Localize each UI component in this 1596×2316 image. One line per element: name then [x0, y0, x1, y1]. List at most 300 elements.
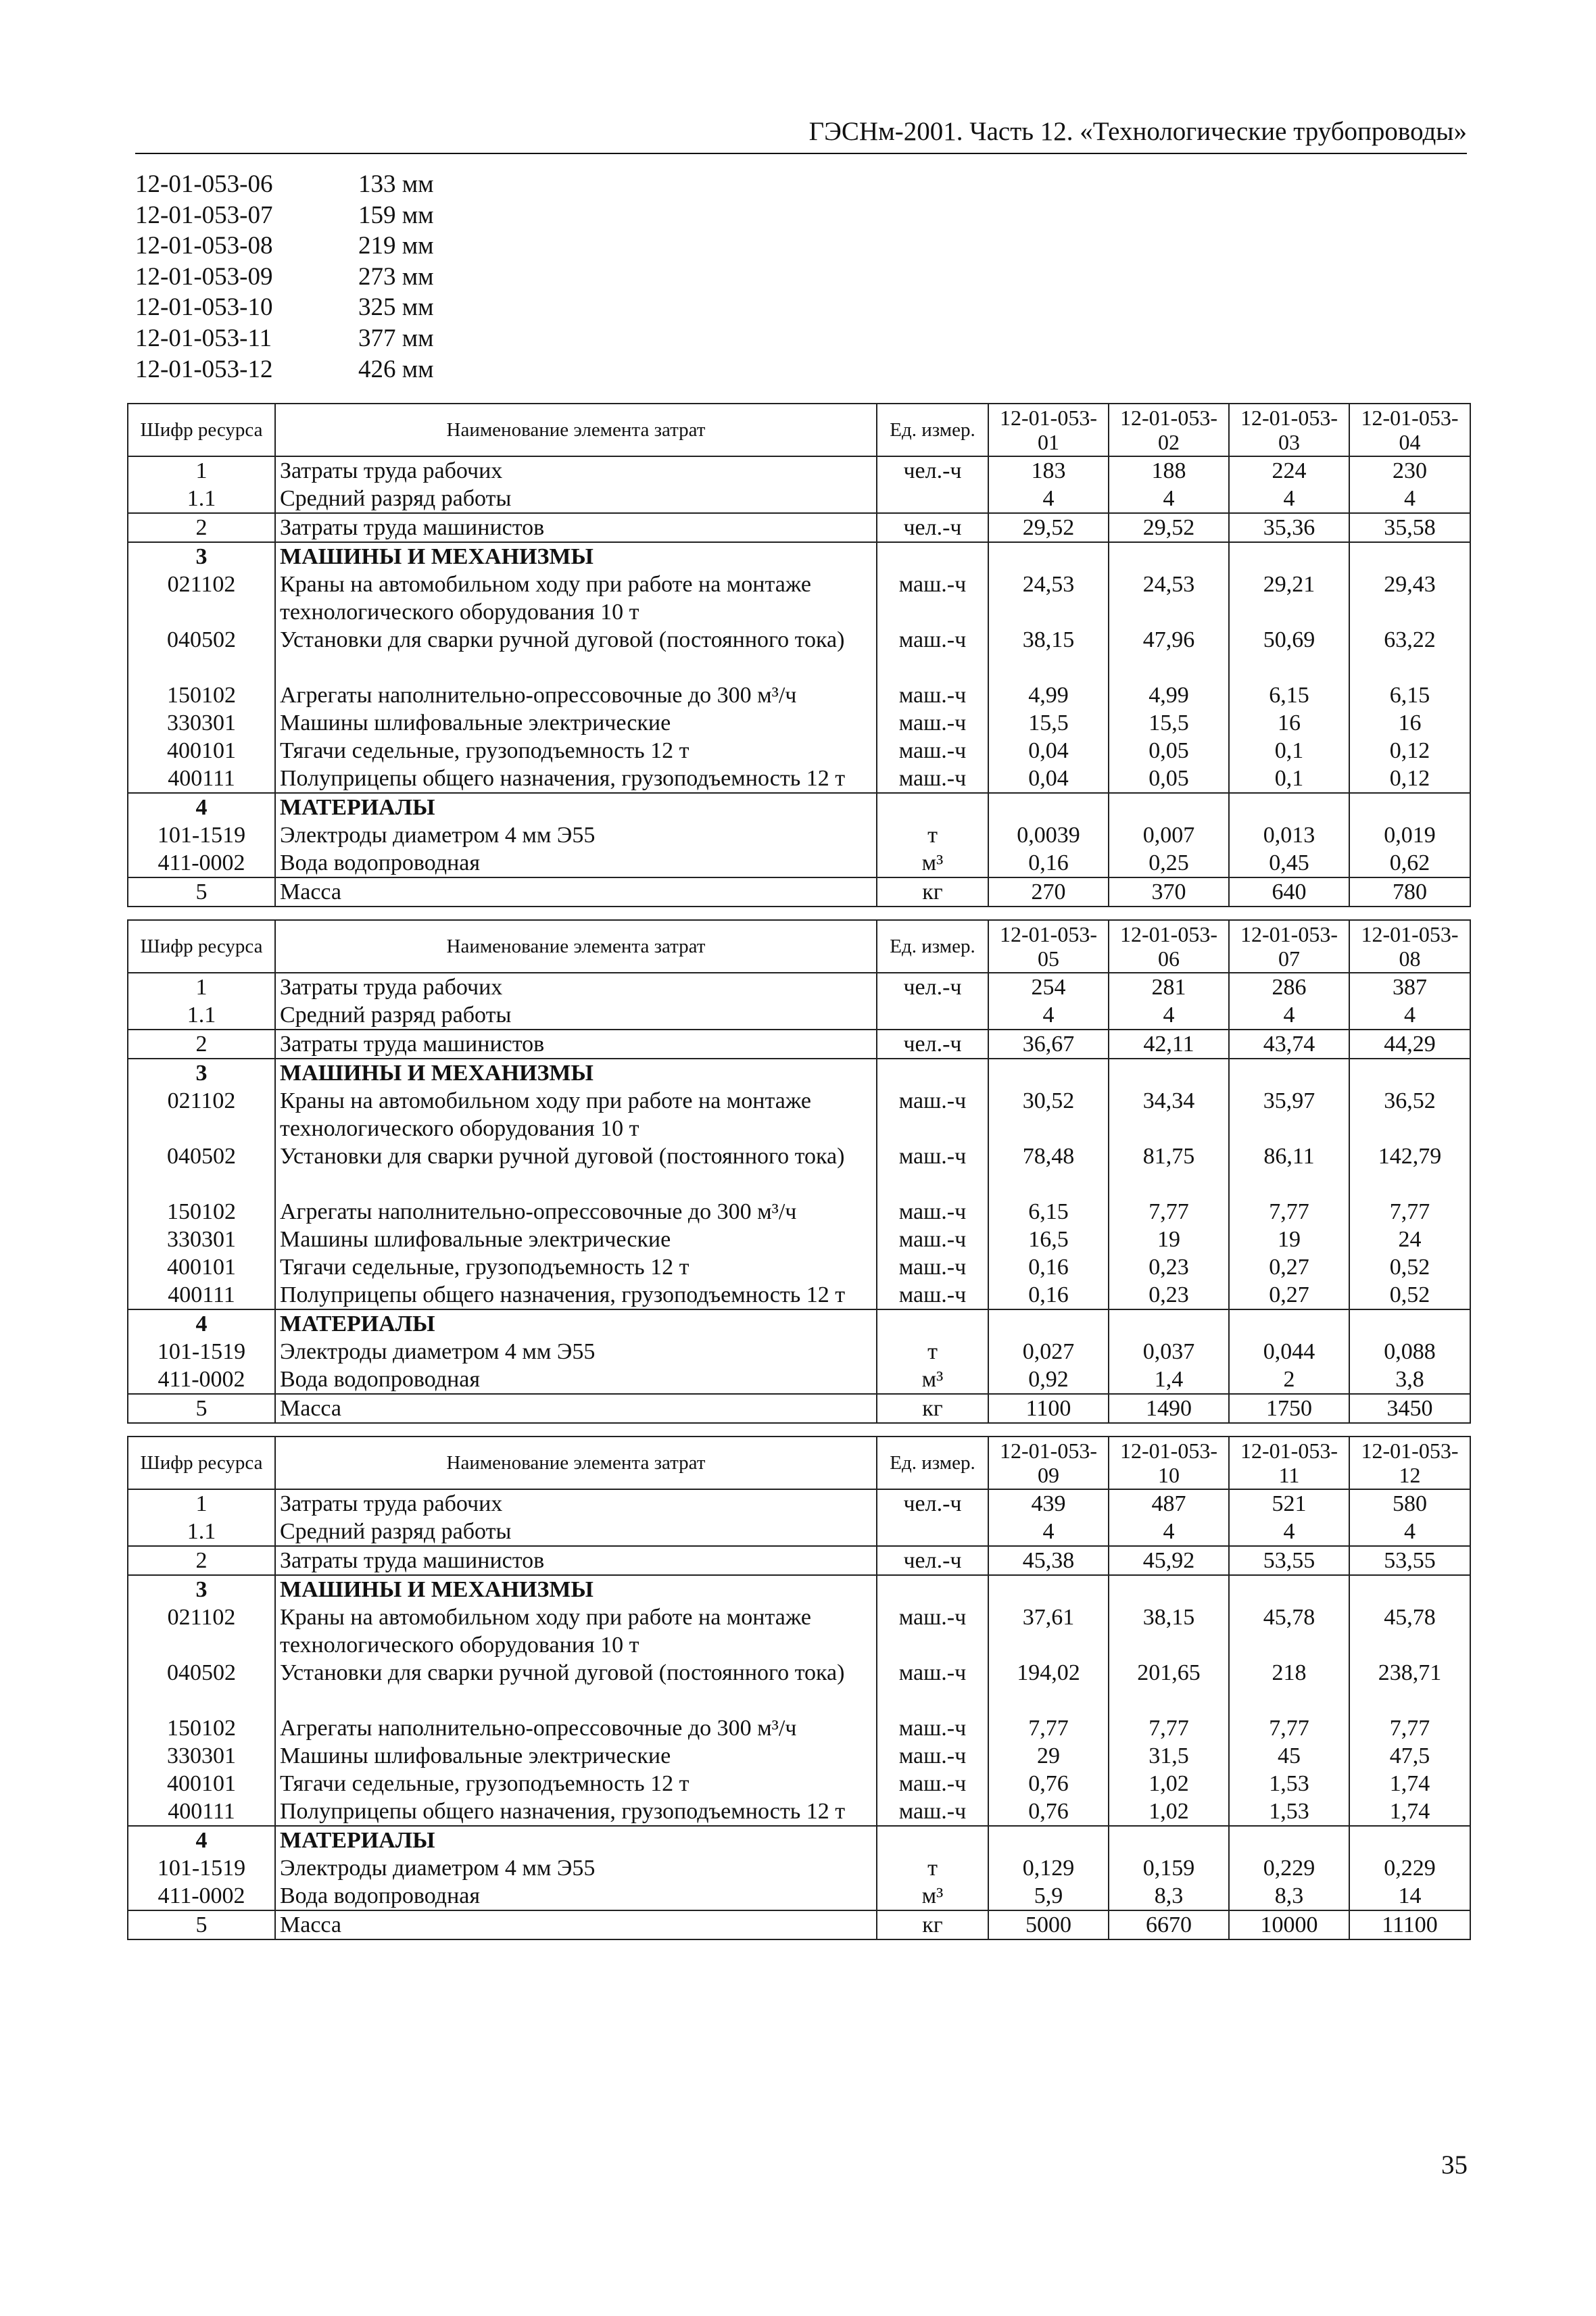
unit: [881, 1001, 984, 1029]
resource-code: 400101: [167, 1255, 236, 1280]
value-cell: [1229, 1575, 1349, 1826]
norm-value: 0,04: [1028, 766, 1069, 791]
unit: [881, 794, 984, 821]
cost-element-name: Агрегаты наполнительно-опрессовочные до 300 м³/ч: [280, 1199, 797, 1224]
norm-value: 0,76: [1028, 1771, 1069, 1796]
norm-value: 36,67: [1022, 1032, 1075, 1057]
norm-value: 4: [1283, 1003, 1295, 1028]
unit: чел.-ч: [903, 1548, 962, 1573]
norm-value: 1,02: [1148, 1799, 1189, 1824]
cost-element-name: Вода водопроводная: [280, 1367, 480, 1392]
value-cell: [1229, 1826, 1349, 1910]
norm-value: 3450: [1386, 1396, 1433, 1421]
cost-element-name: Электроды диаметром 4 мм Э55: [280, 823, 596, 848]
cost-element-name: Краны на автомобильном ходу при работе на монтаже технологического оборудования 10 т: [280, 1088, 812, 1141]
section-title: МАШИНЫ И МЕХАНИЗМЫ: [280, 1061, 594, 1086]
unit: [881, 543, 984, 571]
resource-code-cell: [128, 877, 275, 907]
pipe-size-row: [135, 231, 434, 262]
norm-value: 45,38: [1022, 1548, 1075, 1573]
norm-value: 78,48: [1022, 1144, 1075, 1169]
norm-value: 0,12: [1389, 766, 1430, 791]
resource-code: 2: [195, 1032, 208, 1057]
table-header-row: [128, 404, 1470, 456]
norm-value: 0,12: [1389, 738, 1430, 763]
norm-value: 521: [1272, 1491, 1307, 1516]
resource-code: 4: [195, 1828, 208, 1853]
resource-code: 021102: [167, 1605, 236, 1630]
norm-value: 0,044: [1263, 1339, 1315, 1364]
norm-value: 780: [1393, 879, 1427, 904]
column-header-norm-code: 12-01-053-11: [1229, 1437, 1349, 1489]
table-row-group: [128, 877, 1470, 907]
cost-element-name: Затраты труда машинистов: [280, 1548, 545, 1573]
unit: чел.-ч: [903, 1491, 962, 1516]
cost-element-cell: [275, 1546, 877, 1575]
norm-value: 7,77: [1269, 1716, 1309, 1741]
pipe-size-value: 159 мм: [358, 201, 434, 229]
resource-code-cell: [128, 542, 275, 793]
unit: маш.-ч: [898, 1088, 967, 1113]
norm-value: [1354, 794, 1466, 821]
norm-value: 194,02: [1017, 1660, 1080, 1685]
page-header: [135, 115, 1467, 154]
value-cell: [988, 542, 1109, 793]
value-cell: [1349, 877, 1470, 907]
norm-value: 36,52: [1384, 1088, 1436, 1113]
unit: маш.-ч: [898, 1799, 967, 1824]
norm-value: 0,088: [1384, 1339, 1436, 1364]
norm-value: 142,79: [1378, 1144, 1442, 1169]
norm-value: 29,43: [1384, 572, 1436, 597]
value-cell: [1109, 793, 1229, 877]
norm-value: 53,55: [1384, 1548, 1436, 1573]
norm-value: 47,5: [1389, 1743, 1430, 1768]
unit: чел.-ч: [903, 458, 962, 483]
norm-value: 370: [1151, 879, 1186, 904]
pipe-size-code: 12-01-053-09: [135, 262, 273, 291]
norm-value: 0,027: [1022, 1339, 1075, 1364]
value-cell: [988, 1826, 1109, 1910]
pipe-size-row: [135, 354, 434, 385]
value-cell: [988, 973, 1109, 1030]
unit-cell: [877, 456, 988, 513]
table-row-group: [128, 793, 1470, 877]
resource-code: 021102: [167, 572, 236, 597]
table-row-group: [128, 1546, 1470, 1575]
column-header-unit: Ед. измер.: [877, 1437, 988, 1489]
norm-value: 4: [1042, 1003, 1055, 1028]
norm-value: 86,11: [1263, 1144, 1315, 1169]
column-header-name: Наименование элемента затрат: [275, 920, 877, 973]
norm-value: 24,53: [1142, 572, 1195, 597]
value-cell: [988, 1575, 1109, 1826]
norm-value: [993, 1059, 1104, 1087]
cost-element-name: Агрегаты наполнительно-опрессовочные до 300 м³/ч: [280, 1716, 797, 1741]
resource-code-cell: [128, 1309, 275, 1394]
value-cell: [1349, 1489, 1470, 1546]
resource-code: 5: [195, 1912, 208, 1937]
unit-cell: [877, 542, 988, 793]
cost-element-name: Полуприцепы общего назначения, грузоподъемность 12 т: [280, 766, 846, 791]
unit: [881, 1059, 984, 1087]
cost-element-cell: [275, 793, 877, 877]
column-header-norm-code: 12-01-053-06: [1109, 920, 1229, 973]
norm-value: 1,53: [1269, 1799, 1309, 1824]
cost-element-name: Вода водопроводная: [280, 1883, 480, 1908]
norm-value: 224: [1272, 458, 1307, 483]
norm-value: 201,65: [1137, 1660, 1201, 1685]
norm-value: 0,04: [1028, 738, 1069, 763]
norm-value: 0,25: [1148, 850, 1189, 875]
norm-value: 4: [1404, 486, 1416, 511]
unit: маш.-ч: [898, 683, 967, 708]
resource-code: 411-0002: [158, 1367, 245, 1392]
value-cell: [1109, 877, 1229, 907]
norm-value: [1234, 1059, 1345, 1087]
value-cell: [988, 456, 1109, 513]
unit: м³: [921, 1883, 944, 1908]
value-cell: [1109, 1030, 1229, 1059]
norm-value: 7,77: [1148, 1716, 1189, 1741]
norm-value: 4: [1404, 1003, 1416, 1028]
norm-value: 439: [1031, 1491, 1066, 1516]
norm-value: [1234, 543, 1345, 571]
unit: кг: [922, 1912, 943, 1937]
norm-value: 0,229: [1384, 1856, 1436, 1881]
resource-code-cell: [128, 1826, 275, 1910]
unit: маш.-ч: [898, 1743, 967, 1768]
norm-value: 0,159: [1142, 1856, 1195, 1881]
norm-value: 1750: [1266, 1396, 1312, 1421]
norm-value: 4: [1042, 1519, 1055, 1544]
value-cell: [1349, 1030, 1470, 1059]
cost-element-cell: [275, 456, 877, 513]
unit: т: [927, 823, 938, 848]
value-cell: [1349, 973, 1470, 1030]
resource-tables: [127, 403, 1470, 1952]
table-header-row: [128, 1437, 1470, 1489]
value-cell: [1229, 542, 1349, 793]
norm-value: [1354, 1576, 1466, 1603]
unit: чел.-ч: [903, 515, 962, 540]
norm-value: 0,007: [1142, 823, 1195, 848]
value-cell: [1109, 1309, 1229, 1394]
norm-value: 0,27: [1269, 1255, 1309, 1280]
resource-code: 3: [195, 1577, 208, 1602]
norm-value: 15,5: [1148, 710, 1189, 735]
cost-element-name: Затраты труда рабочих: [280, 1491, 503, 1516]
unit: маш.-ч: [898, 1255, 967, 1280]
norm-value: 1,74: [1389, 1799, 1430, 1824]
table-row-group: [128, 513, 1470, 542]
cost-element-cell: [275, 973, 877, 1030]
value-cell: [1109, 1826, 1229, 1910]
unit-cell: [877, 1489, 988, 1546]
norm-value: 0,52: [1389, 1282, 1430, 1307]
norm-value: 218: [1272, 1660, 1307, 1685]
norm-value: 230: [1393, 458, 1427, 483]
unit: маш.-ч: [898, 1771, 967, 1796]
unit-cell: [877, 877, 988, 907]
table-row-group: [128, 1030, 1470, 1059]
unit-cell: [877, 1309, 988, 1394]
norm-value: 0,129: [1022, 1856, 1075, 1881]
page-number: 35: [1441, 2150, 1468, 2179]
norm-value: [1354, 1059, 1466, 1087]
cost-element-name: Агрегаты наполнительно-опрессовочные до 300 м³/ч: [280, 683, 797, 708]
unit: [881, 1518, 984, 1545]
section-title: МАТЕРИАЛЫ: [280, 1828, 435, 1853]
value-cell: [1349, 793, 1470, 877]
unit: маш.-ч: [898, 766, 967, 791]
unit: м³: [921, 850, 944, 875]
cost-element-name: Краны на автомобильном ходу при работе на монтаже технологического оборудования 10 т: [280, 1605, 812, 1658]
resource-code-cell: [128, 1575, 275, 1826]
value-cell: [988, 1309, 1109, 1394]
norm-value: 0,019: [1384, 823, 1436, 848]
unit-cell: [877, 793, 988, 877]
resource-code: 040502: [167, 1660, 236, 1685]
cost-element-cell: [275, 877, 877, 907]
pipe-size-row: [135, 169, 434, 200]
pipe-size-value: 377 мм: [358, 324, 434, 352]
norm-value: 1490: [1146, 1396, 1192, 1421]
norm-value: 4: [1163, 1003, 1175, 1028]
resource-code: 150102: [167, 1199, 236, 1224]
norm-value: 35,36: [1263, 515, 1315, 540]
norm-value: 580: [1393, 1491, 1427, 1516]
norm-value: 2: [1283, 1367, 1295, 1392]
norm-value: 1,53: [1269, 1771, 1309, 1796]
norm-value: 0,16: [1028, 1282, 1069, 1307]
resource-code: 400111: [168, 1799, 235, 1824]
cost-element-name: Затраты труда машинистов: [280, 515, 545, 540]
resource-code-cell: [128, 1059, 275, 1309]
norm-value: 37,61: [1022, 1605, 1075, 1630]
value-cell: [1349, 1910, 1470, 1939]
norm-value: 0,16: [1028, 1255, 1069, 1280]
cost-element-name: Масса: [280, 1912, 342, 1937]
resource-code: 1: [195, 458, 208, 483]
value-cell: [1109, 1546, 1229, 1575]
value-cell: [1109, 456, 1229, 513]
value-cell: [1349, 513, 1470, 542]
section-title: МАТЕРИАЛЫ: [280, 1311, 435, 1336]
norm-value: 81,75: [1142, 1144, 1195, 1169]
resource-code: 2: [195, 515, 208, 540]
norm-value: 45,78: [1263, 1605, 1315, 1630]
cost-element-name: Машины шлифовальные электрические: [280, 1227, 671, 1252]
page-header-title: ГЭСНм-2001. Часть 12. «Технологические трубопроводы»: [808, 117, 1467, 146]
norm-value: 188: [1151, 458, 1186, 483]
norm-value: [993, 543, 1104, 571]
value-cell: [1229, 1030, 1349, 1059]
unit-cell: [877, 1546, 988, 1575]
unit: маш.-ч: [898, 738, 967, 763]
norm-value: [1354, 1827, 1466, 1854]
resource-code: 4: [195, 795, 208, 820]
norm-value: 0,0039: [1017, 823, 1080, 848]
cost-element-name: Тягачи седельные, грузоподъемность 12 т: [280, 738, 690, 763]
norm-value: 19: [1278, 1227, 1301, 1252]
norm-value: 44,29: [1384, 1032, 1436, 1057]
norm-value: 3,8: [1395, 1367, 1424, 1392]
resource-code-cell: [128, 973, 275, 1030]
cost-element-name: Краны на автомобильном ходу при работе на монтаже технологического оборудования 10 т: [280, 572, 812, 625]
unit: [881, 1576, 984, 1603]
unit: маш.-ч: [898, 1282, 967, 1307]
norm-value: 11100: [1382, 1912, 1438, 1937]
unit-cell: [877, 1910, 988, 1939]
pipe-size-value: 325 мм: [358, 293, 434, 322]
resource-code-cell: [128, 1910, 275, 1939]
unit: маш.-ч: [898, 1660, 967, 1685]
norm-value: 35,97: [1263, 1088, 1315, 1113]
norm-value: 45: [1278, 1743, 1301, 1768]
unit: [881, 485, 984, 512]
pipe-size-value: 219 мм: [358, 232, 434, 260]
cost-element-cell: [275, 1489, 877, 1546]
cost-element-cell: [275, 1059, 877, 1309]
pipe-size-value: 273 мм: [358, 262, 434, 291]
norm-value: 238,71: [1378, 1660, 1442, 1685]
value-cell: [1349, 1546, 1470, 1575]
resource-table: [127, 403, 1471, 907]
value-cell: [1109, 1910, 1229, 1939]
norm-value: [1234, 1827, 1345, 1854]
unit-cell: [877, 1030, 988, 1059]
unit-cell: [877, 1059, 988, 1309]
cost-element-cell: [275, 1910, 877, 1939]
unit-cell: [877, 973, 988, 1030]
value-cell: [1229, 1059, 1349, 1309]
norm-value: 6,15: [1389, 683, 1430, 708]
pipe-size-code: 12-01-053-12: [135, 355, 273, 383]
resource-code-cell: [128, 1030, 275, 1059]
value-cell: [988, 1059, 1109, 1309]
resource-code: 330301: [167, 710, 236, 735]
cost-element-name: Электроды диаметром 4 мм Э55: [280, 1339, 596, 1364]
norm-value: 47,96: [1142, 627, 1195, 652]
unit-cell: [877, 513, 988, 542]
resource-code: 5: [195, 879, 208, 904]
column-header-norm-code: 12-01-053-04: [1349, 404, 1470, 456]
norm-value: [1113, 1827, 1224, 1854]
norm-value: 0,05: [1148, 738, 1189, 763]
value-cell: [988, 1546, 1109, 1575]
norm-value: 4: [1283, 1519, 1295, 1544]
value-cell: [988, 1910, 1109, 1939]
resource-code: 2: [195, 1548, 208, 1573]
resource-code: 040502: [167, 627, 236, 652]
norm-value: 29,21: [1263, 572, 1315, 597]
norm-value: 270: [1031, 879, 1066, 904]
norm-value: 0,45: [1269, 850, 1309, 875]
column-header-code: Шифр ресурса: [128, 404, 275, 456]
norm-value: [1113, 543, 1224, 571]
section-title: МАТЕРИАЛЫ: [280, 795, 435, 820]
cost-element-name: Полуприцепы общего назначения, грузоподъемность 12 т: [280, 1282, 846, 1307]
norm-value: 29: [1037, 1743, 1060, 1768]
resource-code: 400111: [168, 1282, 235, 1307]
resource-code-cell: [128, 1394, 275, 1423]
value-cell: [1229, 793, 1349, 877]
resource-code-cell: [128, 1489, 275, 1546]
cost-element-cell: [275, 542, 877, 793]
column-header-code: Шифр ресурса: [128, 1437, 275, 1489]
norm-value: [1234, 1576, 1345, 1603]
resource-table: [127, 1436, 1471, 1940]
unit: маш.-ч: [898, 1199, 967, 1224]
pipe-size-value: 133 мм: [358, 170, 434, 198]
norm-value: 0,23: [1148, 1255, 1189, 1280]
norm-value: 640: [1272, 879, 1307, 904]
resource-code: 101-1519: [157, 823, 246, 848]
norm-value: 53,55: [1263, 1548, 1315, 1573]
cost-element-name: Масса: [280, 879, 342, 904]
resource-code: 400101: [167, 1771, 236, 1796]
cost-element-name: Затраты труда рабочих: [280, 975, 503, 1000]
resource-code: 1.1: [187, 1519, 216, 1544]
cost-element-name: Затраты труда рабочих: [280, 458, 503, 483]
cost-element-name: Средний разряд работы: [280, 1519, 512, 1544]
norm-value: 42,11: [1143, 1032, 1194, 1057]
norm-value: 38,15: [1022, 627, 1075, 652]
unit-cell: [877, 1394, 988, 1423]
column-header-norm-code: 12-01-053-01: [988, 404, 1109, 456]
norm-value: 63,22: [1384, 627, 1436, 652]
norm-value: 6670: [1146, 1912, 1192, 1937]
value-cell: [1109, 1059, 1229, 1309]
cost-element-name: Установки для сварки ручной дуговой (постоянного тока): [280, 627, 845, 652]
unit-cell: [877, 1826, 988, 1910]
value-cell: [1229, 456, 1349, 513]
value-cell: [988, 793, 1109, 877]
value-cell: [1109, 542, 1229, 793]
value-cell: [1229, 513, 1349, 542]
resource-code: 400111: [168, 766, 235, 791]
resource-code: 411-0002: [158, 1883, 245, 1908]
unit: [881, 1827, 984, 1854]
cost-element-name: Электроды диаметром 4 мм Э55: [280, 1856, 596, 1881]
norm-value: 30,52: [1022, 1088, 1075, 1113]
norm-value: 0,23: [1148, 1282, 1189, 1307]
column-header-name: Наименование элемента затрат: [275, 1437, 877, 1489]
value-cell: [1229, 1309, 1349, 1394]
resource-code: 021102: [167, 1088, 236, 1113]
value-cell: [1349, 1826, 1470, 1910]
column-header-norm-code: 12-01-053-08: [1349, 920, 1470, 973]
table-row-group: [128, 1910, 1470, 1939]
column-header-norm-code: 12-01-053-05: [988, 920, 1109, 973]
unit: кг: [922, 879, 943, 904]
table-row-group: [128, 1309, 1470, 1394]
unit: маш.-ч: [898, 627, 967, 652]
pipe-size-row: [135, 200, 434, 231]
cost-element-name: Машины шлифовальные электрические: [280, 710, 671, 735]
value-cell: [1109, 973, 1229, 1030]
unit: [881, 1310, 984, 1338]
column-header-norm-code: 12-01-053-03: [1229, 404, 1349, 456]
pipe-size-code: 12-01-053-08: [135, 232, 273, 260]
norm-value: [1234, 1310, 1345, 1338]
resource-code-cell: [128, 513, 275, 542]
value-cell: [1349, 1059, 1470, 1309]
table-row-group: [128, 1489, 1470, 1546]
pipe-size-code: 12-01-053-10: [135, 293, 273, 322]
value-cell: [1349, 1575, 1470, 1826]
